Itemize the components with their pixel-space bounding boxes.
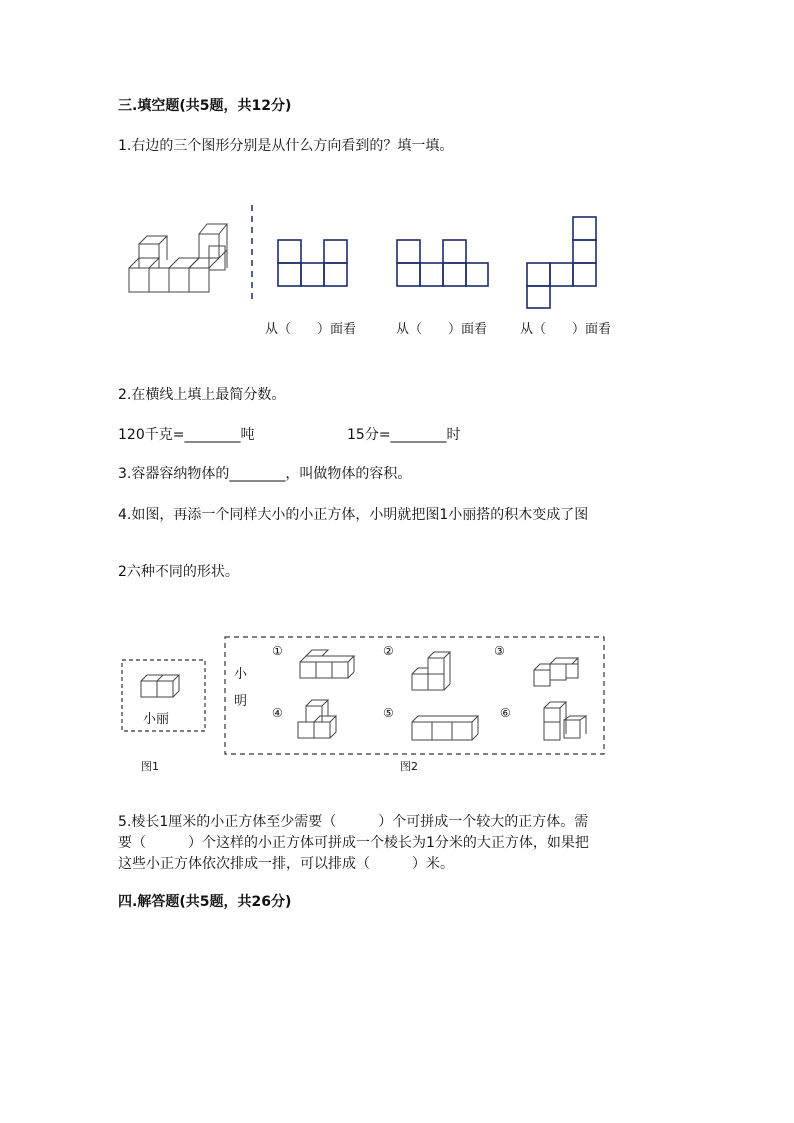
shape-mark-2: ② [383, 644, 394, 658]
section-3-title: 三.填空题(共5题，共12分) [118, 98, 292, 114]
q2-left-blank[interactable]: ________ [184, 427, 241, 443]
q2-right-expression [347, 425, 461, 445]
figure-1-name: 小丽 [143, 712, 170, 727]
question-4-line-1: 4.如图，再添一个同样大小的小正方体，小明就把图1小丽搭的积木变成了图 [118, 507, 589, 523]
question-1-text: 1.右边的三个图形分别是从什么方向看到的？填一填。 [118, 138, 454, 154]
question-2-text: 2.在横线上填上最简分数。 [118, 387, 286, 403]
question-4-line-2: 2六种不同的形状。 [118, 564, 239, 580]
q2-left-expression [118, 425, 254, 445]
question-5-line-3: 这些小正方体依次排成一排，可以排成（ ）米。 [118, 856, 454, 872]
section-4-title: 四.解答题(共5题，共26分) [118, 894, 292, 910]
shape-mark-4: ④ [272, 706, 283, 720]
shape-mark-5: ⑤ [383, 706, 394, 720]
q2-right-prefix: 15分= [347, 427, 391, 443]
q2-left-prefix: 120千克= [118, 427, 185, 443]
view-label-1: 从（ ）面看 [265, 322, 357, 337]
figure-2-name-bottom: 明 [234, 694, 248, 709]
q2-left-suffix: 吨 [240, 427, 255, 443]
figure-2-caption: 图2 [400, 760, 418, 773]
question-5-line-2: 要（ ）个这样的小正方体可拼成一个棱长为1分米的大正方体，如果把 [118, 835, 589, 851]
shape-mark-6: ⑥ [500, 706, 511, 720]
view-label-2: 从（ ）面看 [396, 322, 488, 337]
view-label-3: 从（ ）面看 [520, 322, 612, 337]
view-figure-3 [526, 216, 600, 310]
figure-1-caption: 图1 [141, 760, 159, 773]
view-figure-1 [277, 239, 349, 289]
shape-mark-1: ① [272, 644, 283, 658]
question-3-text: 3.容器容纳物体的________，叫做物体的容积。 [118, 466, 412, 482]
q2-right-blank[interactable]: ________ [390, 427, 447, 443]
figure-2-name-top: 小 [234, 667, 248, 682]
q2-right-suffix: 时 [446, 427, 461, 443]
q1-solid-figure [125, 216, 235, 298]
question-5-line-1: 5.棱长1厘米的小正方体至少需要（ ）个可拼成一个较大的正方体。需 [118, 814, 589, 830]
shape-mark-3: ③ [494, 644, 505, 658]
view-figure-2 [396, 239, 490, 289]
dashed-divider [250, 205, 254, 301]
